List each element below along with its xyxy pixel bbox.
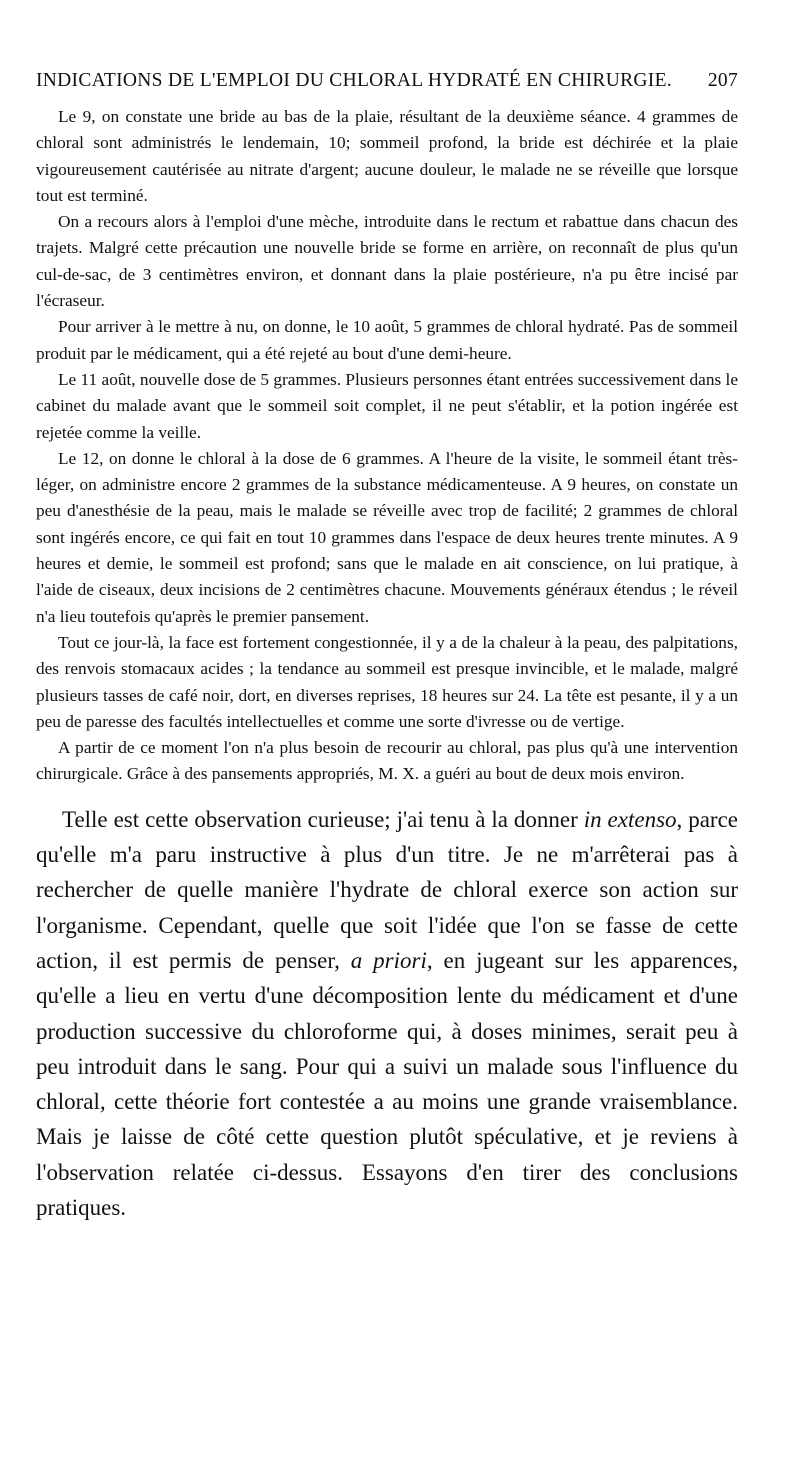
paragraph-4: Le 11 août, nouvelle dose de 5 grammes. Plusieurs personnes étant entrées successivement dans le cabinet du malade avant que le sommeil soit complet, il ne peut s'établir, et la potion ingérée est rejetée comme la veille.: [36, 369, 738, 442]
running-title: INDICATIONS DE L'EMPLOI DU CHLORAL HYDRATÉ EN CHIRURGIE.: [36, 70, 672, 91]
case-report: [36, 104, 738, 788]
paragraph-5: Le 12, on donne le chloral à la dose de 6 grammes. A l'heure de la visite, le sommeil étant très-léger, on administre encore 2 grammes de la substance médicamenteuse. A 9 heures, on constate un peu d'anesthésie de la peau, mais le malade se réveille avec trop de facilité; 2 grammes de chloral sont ingérés encore, ce qui fait en tout 10 grammes dans l'espace de deux heures trente minutes. A 9 heures et demie, le sommeil est profond; sans que le malade en ait conscience, on lui pratique, à l'aide de ciseaux, deux incisions de 2 centimètres chacune. Mouvements généraux étendus ; le réveil n'a lieu toutefois qu'après le premier pansement.: [36, 448, 738, 626]
commentary-paragraph: [36, 802, 738, 1226]
paragraph-3: Pour arriver à le mettre à nu, on donne, le 10 août, 5 grammes de chloral hydraté. Pas de sommeil produit par le médicament, qui a été rejeté au bout d'une demi-heure.: [36, 317, 738, 363]
italic-in-extenso: in extenso: [583, 806, 677, 832]
commentary-text-2: , parce qu'elle m'a paru instructive à plus d'un titre. Je ne m'arrêterai pas à rechercher de quelle manière l'hydrate de chloral exerce son action sur l'organisme. Cependant, quelle que soit l'idée que l'on se fasse de cette action, il est permis de penser,: [36, 806, 738, 973]
italic-a-priori: a priori: [350, 947, 427, 973]
commentary: [36, 802, 738, 1226]
paragraph-7: A partir de ce moment l'on n'a plus besoin de recourir au chloral, pas plus qu'à une intervention chirurgicale. Grâce à des pansements appropriés, M. X. a guéri au bout de deux mois environ.: [36, 738, 738, 784]
paragraph-2: On a recours alors à l'emploi d'une mèche, introduite dans le rectum et rabattue dans chacun des trajets. Malgré cette précaution une nouvelle bride se forme en arrière, on reconnaît de plus qu'un cul-de-sac, de 3 centimètres environ, et donnant dans la plaie postérieure, n'a pu être incisé par l'écraseur.: [36, 212, 738, 311]
paragraph-6: Tout ce jour-là, la face est fortement congestionnée, il y a de la chaleur à la peau, des palpitations, des renvois stomacaux acides ; la tendance au sommeil est presque invincible, et le malade, malgré plusieurs tasses de café noir, dort, en diverses reprises, 18 heures sur 24. La tête est pesante, il y a un peu de paresse des facultés intellectuelles et comme une sorte d'ivresse ou de vertige.: [36, 632, 738, 731]
page-number: 207: [707, 70, 738, 91]
commentary-text-3: , en jugeant sur les apparences, qu'elle a lieu en vertu d'une décomposition lente du médicament et d'une production successive du chloroforme qui, à doses minimes, serait peu à peu introduit dans le sang. Pour qui a suivi un malade sous l'influence du chloral, cette théorie fort contestée a au moins une grande vraisemblance. Mais je laisse de côté cette question plutôt spéculative, et je reviens à l'observation relatée ci-dessus. Essayons d'en tirer des conclusions pratiques.: [36, 947, 738, 1220]
running-head: [36, 70, 738, 92]
paragraph-1: Le 9, on constate une bride au bas de la plaie, résultant de la deuxième séance. 4 grammes de chloral sont administrés le lendemain, 10; sommeil profond, la bride est déchirée et la plaie vigoureusement cautérisée au nitrate d'argent; aucune douleur, le malade ne se réveille que lorsque tout est terminé.: [36, 107, 738, 205]
commentary-text-1: Telle est cette observation curieuse; j'ai tenu à la donner: [62, 806, 584, 832]
